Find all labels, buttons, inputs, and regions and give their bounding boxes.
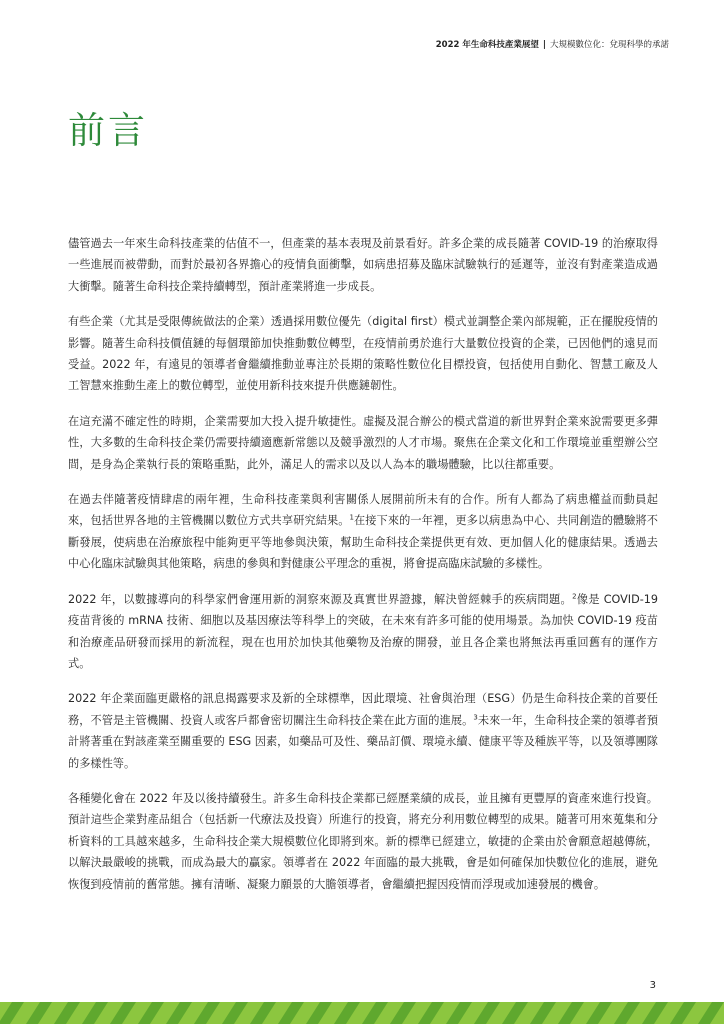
paragraph-text: 有些企業（尤其是受限傳統做法的企業）透過採用數位優先（digital first）模式並調整企業內部規範，正在擺脫疫情的影響。隨著生命科技價值鏈的每個環節加快推動數位轉型，在疫情前勇於進行大量數位投資的企業，已因他們的遠見而受益。2022 年，有遠見的領導者會繼續推動並專注於長期的策略性數位化目標投資，包括使用自動化、智慧工廠及人工智慧來推動生產上的數位轉型，並使用新科技來提升供應鏈韌性。 (68, 315, 658, 393)
body-paragraph (68, 489, 658, 575)
stripe-background (0, 1002, 724, 1024)
body-paragraph (68, 589, 658, 675)
page-title: 前言 (68, 109, 148, 152)
body-text (68, 233, 658, 909)
paragraph-text: 在過去伴隨著疫情肆虐的兩年裡，生命科技產業與利害關係人展開前所未有的合作。所有人都為了病患權益而動員起來，包括世界各地的主管機關以數位方式共享研究結果。 (68, 493, 658, 528)
paragraph-text: 2022 年，以數據導向的科學家們會運用新的洞察來源及真實世界證據，解決曾經棘手的疾病問題。 (68, 592, 573, 606)
paragraph-text: 2022 年企業面臨更嚴格的訊息揭露要求及新的全球標準，因此環境、社會與治理（ESG）仍是生命科技企業的首要任務，不管是主管機關、投資人或客戶都會密切關注生命科技企業在此方面的進展。 (68, 692, 658, 727)
paragraph-text: 在這充滿不確定性的時期，企業需要加大投入提升敏捷性。虛擬及混合辦公的模式當道的新世界對企業來說需要更多彈性，大多數的生命科技企業仍需要持續適應新常態以及競爭激烈的人才市場。聚焦在企業文化和工作環境並重塑辦公空間，是身為企業執行長的策略重點，此外，滿足人的需求以及以人為本的職場體驗，比以往都重要。 (68, 414, 658, 471)
paragraph-text: 像是 COVID-19 疫苗背後的 mRNA 技術、細胞以及基因療法等科學上的突破，在未來有許多可能的使用場景。為加快 COVID-19 疫苗和治療產品研發而採用的新流程，現在也用於加快其他藥物及治療的開發，並且各企業也將無法再重回舊有的運作方式。 (68, 592, 658, 670)
paragraph-text: 未來一年，生命科技企業的領導者預計將著重在對該產業至關重要的 ESG 因素，如藥品可及性、藥品訂價、環境永續、健康平等及種族平等，以及領導團隊的多樣性等。 (68, 713, 658, 770)
body-paragraph (68, 311, 658, 397)
page-header (436, 38, 669, 50)
report-title: 2022 年生命科技產業展望 (435, 40, 539, 50)
footnote-reference: 2 (572, 591, 577, 600)
body-paragraph (68, 688, 658, 774)
body-paragraph (68, 233, 658, 297)
decorative-footer-stripe (0, 1002, 724, 1024)
header-separator: | (542, 40, 546, 50)
body-paragraph (68, 411, 658, 475)
paragraph-text: 各種變化會在 2022 年及以後持續發生。許多生命科技企業都已經歷業績的成長，並且擁有更豐厚的資產來進行投資。預計這些企業對產品組合（包括新一代療法及投資）所進行的投資，將充分利用數位轉型的成果。隨著可用來蒐集和分析資料的工具越來越多，生命科技企業大規模數位化即將到來。新的標準已經建立，敏捷的企業由於會願意超越傳統，以解決最嚴峻的挑戰，而成為最大的贏家。領導者在 2022 年面臨的最大挑戰，會是如何確保加快數位化的進展，避免恢復到疫情前的舊常態。擁有清晰、凝聚力願景的大膽領導者，會繼續把握因疫情而浮現或加速發展的機會。 (68, 791, 658, 891)
paragraph-text: 在接下來的一年裡，更多以病患為中心、共同創造的體驗將不斷發展，使病患在治療旅程中能夠更平等地參與決策，幫助生命科技企業提供更有效、更加個人化的健康結果。透過去中心化臨床試驗與其他策略，病患的參與和對健康公平理念的重視，將會提高臨床試驗的多樣性。 (68, 514, 658, 571)
report-subtitle: 大規模數位化：兌現科學的承諾 (549, 40, 669, 50)
body-paragraph (68, 788, 658, 895)
footnote-reference: 1 (349, 513, 354, 522)
page-number: 3 (649, 980, 656, 991)
footnote-reference: 3 (473, 712, 478, 721)
paragraph-text: 儘管過去一年來生命科技產業的估值不一，但產業的基本表現及前景看好。許多企業的成長隨著 COVID-19 的治療取得一些進展而被帶動，而對於最初各界擔心的疫情負面衝擊，如病患招募及臨床試驗執行的延遲等，並沒有對產業造成過大衝擊。隨著生命科技企業持續轉型，預計產業將進一步成長。 (68, 237, 658, 293)
